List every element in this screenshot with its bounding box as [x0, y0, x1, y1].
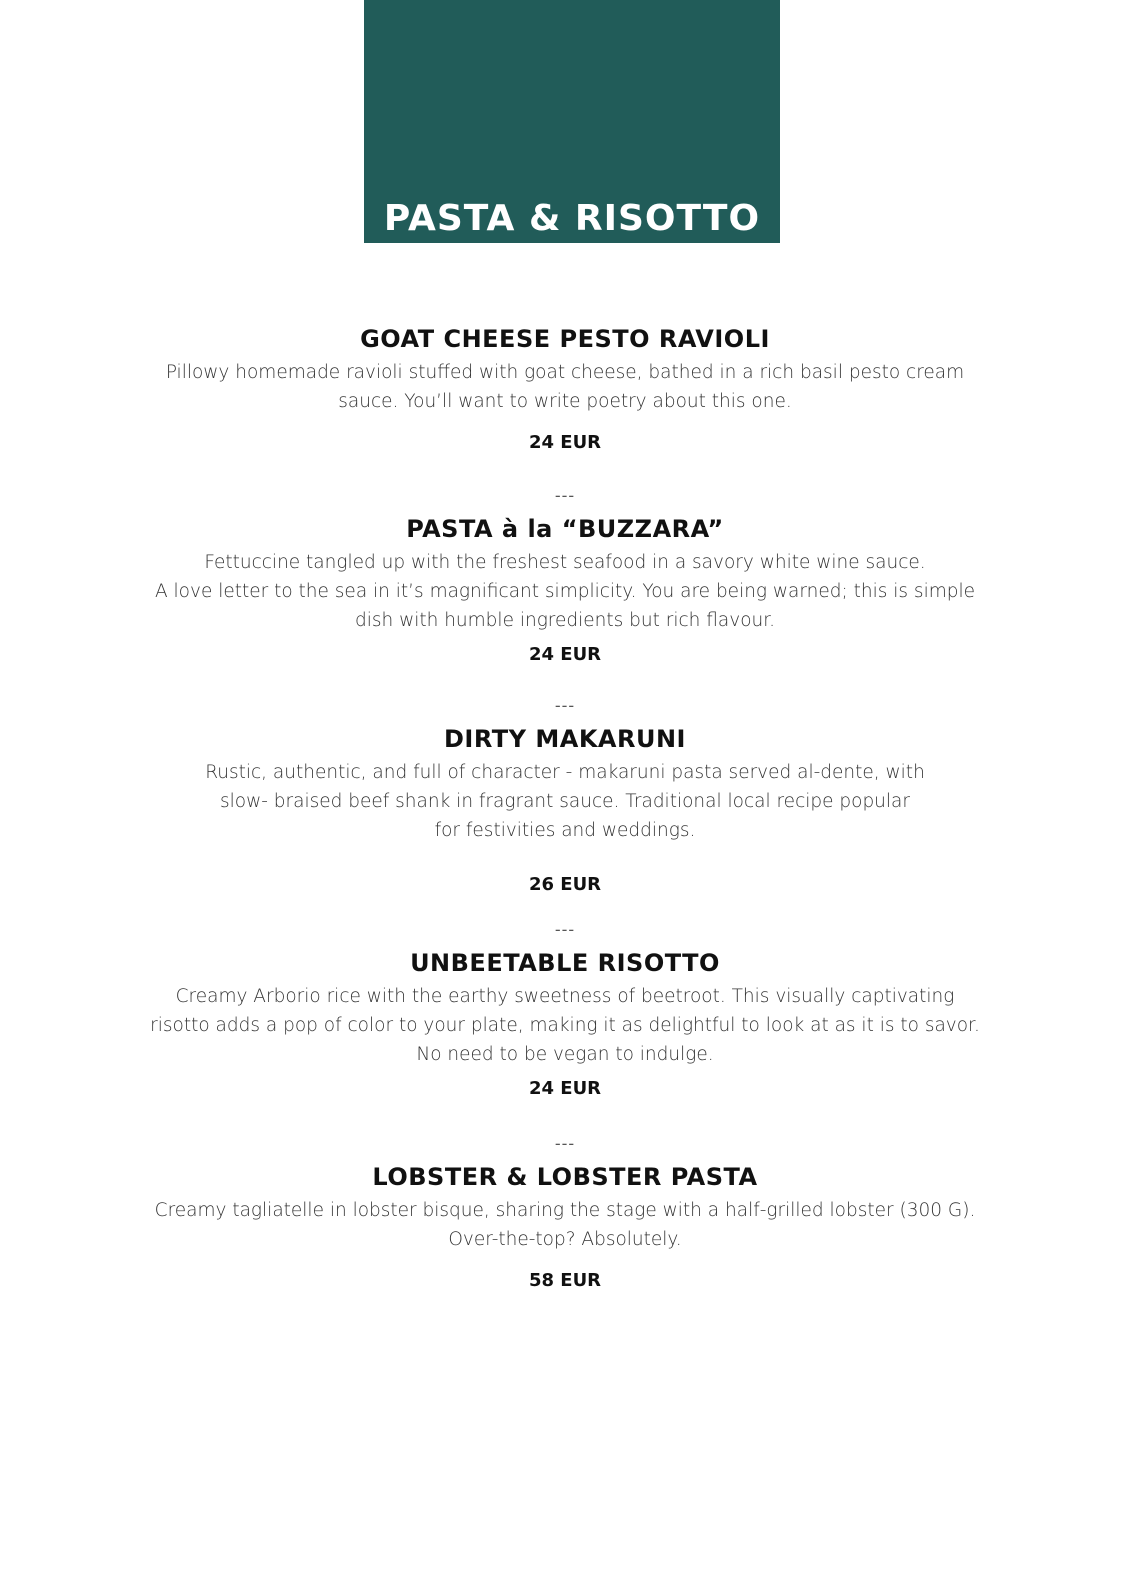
menu-item-goat-cheese-pesto-ravioli — [0, 322, 1130, 453]
menu-item-lobster-pasta — [0, 1160, 1130, 1291]
menu-item-description — [0, 758, 1130, 845]
description-line: Creamy tagliatelle in lobster bisque, sharing the stage with a half-grilled lobster (300 G). — [154, 1200, 976, 1221]
menu-item-price: 24 EUR — [528, 1078, 602, 1099]
menu-item-name: LOBSTER & LOBSTER PASTA — [372, 1163, 758, 1191]
description-line: sauce. You’ll want to write poetry about this one. — [338, 391, 792, 412]
menu-item-name: UNBEETABLE RISOTTO — [410, 949, 720, 977]
section-title: PASTA & RISOTTO — [383, 198, 761, 239]
description-line: A love letter to the sea in it’s magnificant simplicity. You are being warned; this is simple — [155, 581, 975, 602]
menu-item-price: 24 EUR — [528, 432, 602, 453]
menu-item-pasta-buzzara — [0, 512, 1130, 665]
description-line: Fettuccine tangled up with the freshest seafood in a savory white wine sauce. — [204, 552, 926, 573]
menu-item-unbeetable-risotto — [0, 946, 1130, 1099]
description-line: Pillowy homemade ravioli stuffed with goat cheese, bathed in a rich basil pesto cream — [165, 362, 965, 383]
menu-item-name: GOAT CHEESE PESTO RAVIOLI — [360, 325, 770, 353]
menu-item-price: 26 EUR — [528, 874, 602, 895]
item-separator: --- — [554, 1134, 576, 1153]
item-separator: --- — [554, 486, 576, 505]
menu-item-name: DIRTY MAKARUNI — [444, 725, 686, 753]
menu-item-description — [0, 1196, 1130, 1254]
section-header-banner — [364, 0, 780, 243]
description-line: risotto adds a pop of color to your plate, making it as delightful to look at as it is to savor. — [150, 1015, 980, 1036]
menu-item-price: 58 EUR — [528, 1270, 602, 1291]
item-separator: --- — [554, 696, 576, 715]
description-line: Creamy Arborio rice with the earthy sweetness of beetroot. This visually captivating — [175, 986, 955, 1007]
menu-item-description — [0, 982, 1130, 1069]
menu-item-name: PASTA à la “BUZZARA” — [406, 515, 724, 543]
description-line: dish with humble ingredients but rich flavour. — [354, 610, 776, 631]
description-line: slow- braised beef shank in fragrant sauce. Traditional local recipe popular — [220, 791, 910, 812]
description-line: Rustic, authentic, and full of character - makaruni pasta served al-dente, with — [205, 762, 925, 783]
description-line: for festivities and weddings. — [434, 820, 696, 841]
menu-item-dirty-makaruni — [0, 722, 1130, 895]
item-separator: --- — [554, 920, 576, 939]
description-line: Over-the-top? Absolutely. — [448, 1229, 682, 1250]
menu-item-description — [0, 358, 1130, 416]
menu-item-description — [0, 548, 1130, 635]
description-line: No need to be vegan to indulge. — [416, 1044, 714, 1065]
menu-item-price: 24 EUR — [528, 644, 602, 665]
